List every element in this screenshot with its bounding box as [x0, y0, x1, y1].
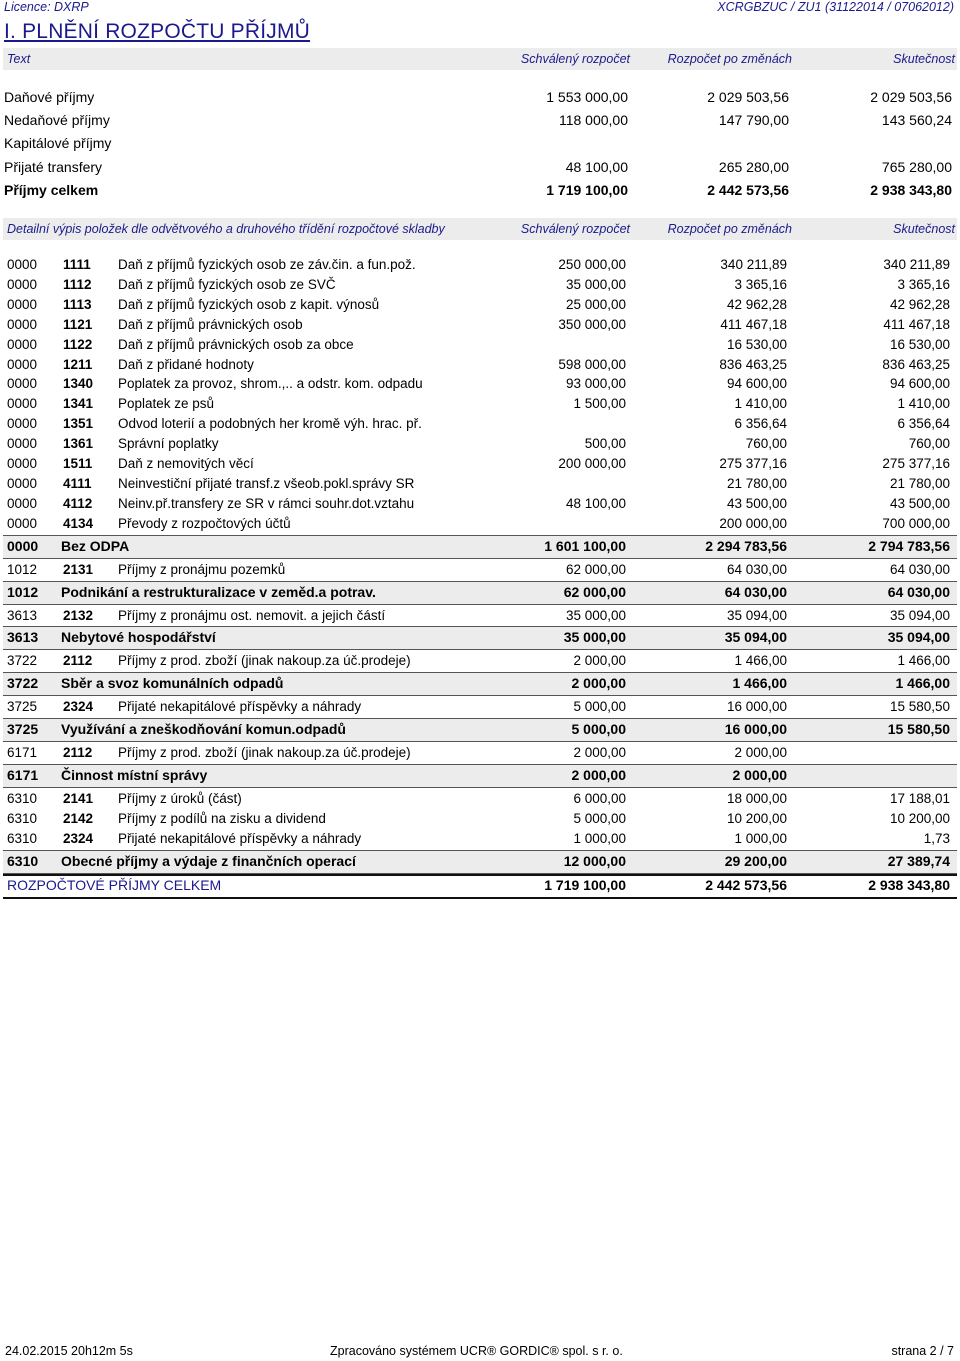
section-code: 0000 [7, 257, 38, 272]
group-total-row [3, 673, 957, 695]
approved-value: 1 553 000,00 [546, 89, 628, 105]
summary-row [0, 133, 960, 155]
item-description: Daň z příjmů právnických osob za obce [118, 336, 354, 352]
table-row [3, 560, 957, 580]
approved-value: 35 000,00 [565, 607, 626, 623]
group-total-label: Obecné příjmy a výdaje z finančních operací [61, 852, 356, 869]
revised-value: 18 000,00 [726, 791, 787, 807]
item-description: Neinvestiční přijaté transf.z všeob.pokl.správy SR [118, 475, 415, 491]
section-code: 0000 [7, 276, 38, 292]
table-row [3, 315, 957, 335]
summary-total-label: Příjmy celkem [4, 182, 99, 198]
group-total-label: Podnikání a restrukturalizace v zeměd.a potrav. [61, 583, 376, 600]
revised-value: 1 410,00 [734, 396, 787, 412]
revised-value: 10 200,00 [726, 811, 787, 826]
revised-value: 42 962,28 [726, 296, 787, 312]
summary-row [0, 87, 960, 109]
section-code: 3613 [7, 607, 38, 623]
revised-value: 43 500,00 [726, 495, 787, 511]
summary-label: Přijaté transfery [4, 159, 103, 175]
report-code: XCRGBZUC / ZU1 (31122014 / 07062012) [717, 0, 954, 14]
actual-value: 700 000,00 [882, 515, 950, 531]
row-separator [3, 649, 957, 650]
approved-value: 48 100,00 [565, 159, 628, 175]
section-code: 0000 [7, 456, 38, 471]
section-code: 0000 [7, 336, 38, 352]
revised-value: 21 780,00 [726, 475, 787, 491]
section-code: 0000 [7, 515, 38, 531]
section-code: 0000 [7, 296, 38, 312]
approved-value: 5 000,00 [571, 721, 626, 738]
revised-value: 64 030,00 [724, 583, 787, 600]
section-code: 3722 [7, 653, 38, 669]
section-code: 0000 [7, 495, 38, 511]
footer-timestamp: 24.02.2015 20h12m 5s [5, 1344, 133, 1358]
approved-value: 200 000,00 [558, 456, 626, 471]
actual-value: 35 094,00 [887, 629, 950, 646]
item-description: Daň z příjmů fyzických osob ze záv.čin. a fun.pož. [118, 257, 416, 272]
actual-value: 340 211,89 [883, 257, 950, 272]
revised-value: 2 029 503,56 [707, 89, 789, 105]
actual-value: 6 356,64 [897, 416, 950, 432]
approved-value: 35 000,00 [563, 629, 626, 646]
summary-header [3, 48, 957, 70]
revised-value: 411 467,18 [720, 316, 787, 332]
table-row [3, 374, 957, 394]
revised-value: 836 463,25 [719, 356, 787, 372]
col-detail-header: Detailní výpis položek dle odvětvového a druhového třídění rozpočtové skladby [7, 222, 445, 236]
table-row [3, 295, 957, 315]
approved-value: 350 000,00 [558, 316, 626, 332]
table-row [3, 743, 957, 763]
approved-value: 5 000,00 [573, 811, 626, 826]
approved-value: 25 000,00 [565, 296, 626, 312]
report-topbar [0, 0, 960, 16]
actual-value: 836 463,25 [882, 356, 950, 372]
table-row [3, 414, 957, 434]
group-total-label: Činnost místní správy [61, 767, 208, 784]
section-code: 6310 [7, 791, 38, 807]
revised-value: 2 442 573,56 [705, 876, 787, 893]
actual-value: 10 200,00 [889, 811, 950, 826]
item-code: 2131 [63, 561, 94, 577]
group-total-row [3, 851, 957, 873]
group-total-row [3, 627, 957, 649]
approved-value: 1 601 100,00 [544, 537, 626, 554]
group-total-row [3, 765, 957, 787]
revised-value: 16 530,00 [726, 336, 787, 352]
actual-value: 1,73 [923, 830, 950, 846]
revised-value: 147 790,00 [718, 112, 789, 128]
approved-value: 1 719 100,00 [546, 182, 628, 198]
approved-value: 62 000,00 [563, 583, 626, 600]
approved-value: 2 000,00 [573, 745, 626, 761]
item-code: 1111 [63, 257, 91, 272]
item-description: Přijaté nekapitálové příspěvky a náhrady [118, 830, 362, 846]
actual-value: 16 530,00 [889, 336, 950, 352]
revised-value: 760,00 [745, 436, 787, 452]
actual-value: 765 280,00 [881, 159, 952, 175]
approved-value: 12 000,00 [563, 852, 626, 869]
actual-value: 21 780,00 [889, 475, 950, 491]
revised-value: 16 000,00 [726, 699, 787, 715]
item-code: 1121 [63, 316, 93, 332]
actual-value: 411 467,18 [883, 316, 950, 332]
detail-header [3, 218, 957, 240]
item-description: Příjmy z podílů na zisku a dividend [118, 811, 326, 826]
item-description: Převody z rozpočtových účtů [118, 515, 291, 531]
actual-value: 17 188,01 [889, 791, 950, 807]
item-code: 2324 [63, 830, 94, 846]
item-description: Daň z příjmů právnických osob [118, 316, 303, 332]
col-revised-header: Rozpočet po změnách [667, 222, 792, 236]
section-code: 0000 [7, 316, 38, 332]
approved-value: 500,00 [584, 436, 626, 452]
revised-value: 2 294 783,56 [705, 537, 787, 554]
table-row [3, 275, 957, 295]
item-description: Daň z přidané hodnoty [118, 356, 254, 372]
item-code: 2142 [63, 811, 94, 826]
page-title: I. PLNĚNÍ ROZPOČTU PŘÍJMŮ [4, 20, 311, 43]
table-row [3, 494, 957, 514]
col-approved-header: Schválený rozpočet [520, 52, 630, 66]
group-total-row [3, 719, 957, 741]
revised-value: 1 000,00 [734, 830, 787, 846]
revised-value: 29 200,00 [724, 852, 787, 869]
group-total-label: Využívání a zneškodňování komun.odpadů [61, 721, 346, 738]
actual-value: 275 377,16 [882, 456, 950, 471]
approved-value: 6 000,00 [573, 791, 626, 807]
approved-value: 1 719 100,00 [544, 876, 626, 893]
table-row [3, 255, 957, 275]
revised-value: 200 000,00 [719, 515, 787, 531]
actual-value: 143 560,24 [881, 112, 952, 128]
approved-value: 2 000,00 [573, 653, 626, 669]
approved-value: 93 000,00 [565, 376, 626, 392]
row-separator [3, 558, 957, 559]
actual-value: 64 030,00 [887, 583, 950, 600]
item-description: Daň z nemovitých věcí [118, 456, 254, 471]
section-code: 3722 [7, 675, 39, 692]
summary-label: Daňové příjmy [4, 89, 95, 105]
item-code: 1112 [63, 276, 92, 292]
table-row [3, 394, 957, 414]
revised-value: 265 280,00 [718, 159, 789, 175]
group-total-label: Bez ODPA [61, 537, 130, 554]
item-description: Příjmy z pronájmu ost. nemovit. a jejich částí [118, 607, 386, 623]
item-description: Přijaté nekapitálové příspěvky a náhrady [118, 699, 362, 715]
actual-value: 94 600,00 [889, 376, 950, 392]
revised-value: 3 365,16 [734, 276, 787, 292]
item-code: 1113 [63, 296, 92, 312]
table-row [3, 651, 957, 671]
revised-value: 6 356,64 [734, 416, 787, 432]
footer-page-number: strana 2 / 7 [891, 1344, 954, 1358]
revised-value: 340 211,89 [720, 257, 787, 272]
group-total-row [3, 536, 957, 558]
item-code: 1351 [63, 416, 94, 432]
item-description: Daň z příjmů fyzických osob z kapit. výnosů [118, 296, 380, 312]
actual-value: 15 580,50 [889, 699, 950, 715]
table-row [3, 434, 957, 454]
col-approved-header: Schválený rozpočet [520, 222, 630, 236]
revised-value: 1 466,00 [734, 653, 787, 669]
revised-value: 94 600,00 [726, 376, 787, 392]
approved-value: 1 500,00 [573, 396, 626, 412]
revised-value: 2 000,00 [732, 767, 787, 784]
section-code: 3725 [7, 699, 38, 715]
actual-value: 3 365,16 [897, 276, 950, 292]
item-description: Příjmy z pronájmu pozemků [118, 561, 286, 577]
item-code: 2112 [63, 745, 93, 761]
col-revised-header: Rozpočet po změnách [667, 52, 792, 66]
approved-value: 62 000,00 [565, 561, 626, 577]
item-description: Odvod loterií a podobných her kromě výh. hrac. př. [118, 416, 422, 432]
revised-value: 1 466,00 [732, 675, 787, 692]
row-separator [3, 695, 957, 696]
row-separator [3, 741, 957, 742]
item-description: Příjmy z prod. zboží (jinak nakoup.za úč.prodeje) [118, 745, 411, 761]
section-code: 3613 [7, 629, 39, 646]
approved-value: 2 000,00 [571, 675, 626, 692]
table-row [3, 514, 957, 534]
item-code: 1511 [63, 456, 93, 471]
table-row [3, 454, 957, 474]
table-row [3, 335, 957, 355]
revised-value: 2 442 573,56 [707, 182, 789, 198]
section-code: 6310 [7, 811, 38, 826]
item-code: 2132 [63, 607, 94, 623]
row-separator [3, 897, 957, 899]
section-code: 1012 [7, 583, 39, 600]
item-description: Poplatek za provoz, shrom.,.. a odstr. kom. odpadu [118, 376, 423, 392]
item-description: Příjmy z prod. zboží (jinak nakoup.za úč.prodeje) [118, 653, 411, 669]
approved-value: 598 000,00 [558, 356, 626, 372]
actual-value: 1 410,00 [897, 396, 950, 412]
table-row [3, 829, 957, 849]
item-code: 2141 [63, 791, 94, 807]
summary-label: Kapitálové příjmy [4, 135, 112, 151]
item-code: 2324 [63, 699, 94, 715]
actual-value: 15 580,50 [887, 721, 950, 738]
item-code: 1211 [63, 356, 93, 372]
table-row [3, 789, 957, 809]
approved-value: 250 000,00 [558, 257, 626, 272]
approved-value: 1 000,00 [573, 830, 626, 846]
summary-label: Nedaňové příjmy [4, 112, 110, 128]
licence-label: Licence: DXRP [4, 0, 89, 14]
col-actual-header: Skutečnost [893, 52, 955, 66]
approved-value: 48 100,00 [565, 495, 626, 511]
actual-value: 2 794 783,56 [868, 537, 950, 554]
section-code: 6171 [7, 767, 39, 784]
section-code: 0000 [7, 436, 38, 452]
item-code: 1340 [63, 376, 94, 392]
approved-value: 2 000,00 [571, 767, 626, 784]
item-code: 2112 [63, 653, 93, 669]
actual-value: 1 466,00 [897, 653, 950, 669]
item-description: Poplatek ze psů [118, 396, 215, 412]
item-code: 1361 [63, 436, 94, 452]
actual-value: 2 938 343,80 [868, 876, 950, 893]
item-description: Neinv.př.transfery ze SR v rámci souhr.dot.vztahu [118, 495, 415, 511]
actual-value: 2 938 343,80 [870, 182, 952, 198]
row-separator [3, 787, 957, 788]
section-code: 0000 [7, 416, 38, 432]
revised-value: 35 094,00 [726, 607, 787, 623]
group-total-row [3, 582, 957, 604]
revised-value: 64 030,00 [726, 561, 787, 577]
table-row [3, 606, 957, 626]
item-description: Správní poplatky [118, 436, 219, 452]
item-description: Příjmy z úroků (část) [118, 791, 242, 807]
actual-value: 42 962,28 [889, 296, 950, 312]
page-footer [0, 1344, 960, 1360]
actual-value: 35 094,00 [889, 607, 950, 623]
group-total-label: Nebytové hospodářství [61, 629, 216, 646]
section-code: 6310 [7, 830, 38, 846]
section-code: 0000 [7, 356, 38, 372]
section-code: 6171 [7, 745, 38, 761]
section-code: 0000 [7, 475, 38, 491]
actual-value: 760,00 [908, 436, 950, 452]
actual-value: 43 500,00 [889, 495, 950, 511]
section-code: 1012 [7, 561, 38, 577]
item-description: Daň z příjmů fyzických osob ze SVČ [118, 276, 336, 292]
table-row [3, 697, 957, 717]
section-code: 3725 [7, 721, 39, 738]
approved-value: 35 000,00 [565, 276, 626, 292]
row-separator [3, 604, 957, 605]
summary-total-row [0, 180, 960, 202]
item-code: 1122 [63, 336, 93, 352]
item-code: 4111 [63, 475, 92, 491]
section-code: 0000 [7, 537, 39, 554]
revised-value: 2 000,00 [734, 745, 787, 761]
section-code: 6310 [7, 852, 39, 869]
item-code: 1341 [63, 396, 94, 412]
approved-value: 5 000,00 [573, 699, 626, 715]
actual-value: 64 030,00 [889, 561, 950, 577]
summary-row [0, 157, 960, 179]
table-row [3, 355, 957, 375]
col-actual-header: Skutečnost [893, 222, 955, 236]
revised-value: 16 000,00 [724, 721, 787, 738]
revised-value: 35 094,00 [724, 629, 787, 646]
grand-total-row [3, 875, 957, 897]
approved-value: 118 000,00 [558, 112, 628, 128]
section-code: 0000 [7, 376, 38, 392]
table-row [3, 809, 957, 829]
revised-value: 275 377,16 [719, 456, 787, 471]
table-row [3, 474, 957, 494]
footer-system: Zpracováno systémem UCR® GORDIC® spol. s r. o. [330, 1344, 623, 1358]
item-code: 4134 [63, 515, 94, 531]
actual-value: 27 389,74 [887, 852, 950, 869]
col-text-header: Text [7, 52, 31, 66]
actual-value: 1 466,00 [895, 675, 950, 692]
grand-total-label: ROZPOČTOVÉ PŘÍJMY CELKEM [7, 876, 222, 893]
actual-value: 2 029 503,56 [870, 89, 952, 105]
group-total-label: Sběr a svoz komunálních odpadů [61, 675, 284, 692]
summary-row [0, 110, 960, 132]
section-code: 0000 [7, 396, 38, 412]
item-code: 4112 [63, 495, 93, 511]
